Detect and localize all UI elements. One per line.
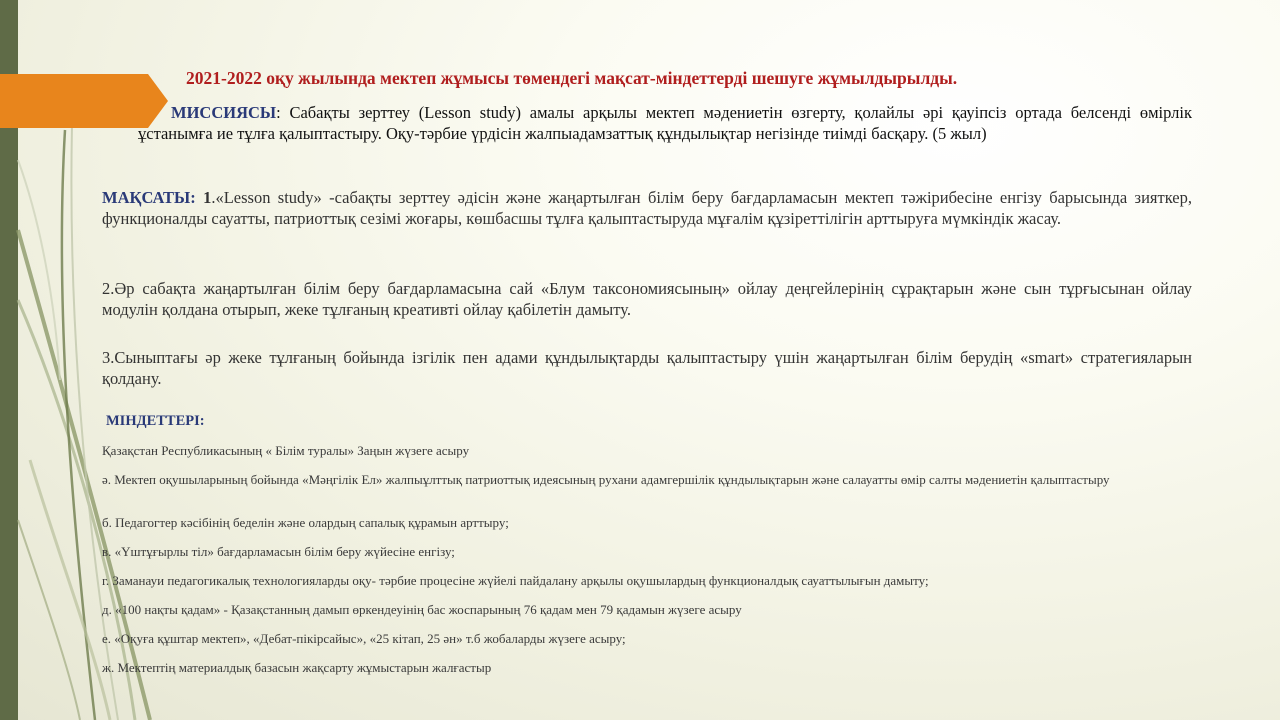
task-item: б. Педагогтер кәсібінің беделін және олардың сапалық құрамын арттыру;	[102, 515, 509, 530]
task-item: в. «Үштұғырлы тіл» бағдарламасын білім беру жүйесіне енгізу;	[102, 544, 455, 559]
goal-item-3: 3.Сыныптағы әр жеке тұлғаның бойында ізгілік пен адами құндылықтарды қалыптастыру үшін жаңартылған білім берудің «smart» стратегияларын қолдану.	[102, 348, 1192, 388]
mission-paragraph	[138, 103, 1192, 144]
goal-item-2: 2.Әр сабақта жаңартылған білім беру бағдарламасына сай «Блум таксономиясының» ойлау деңгейлерінің сұрақтарын және сын тұрғысынан ойлау модулін қолдана отырып, жеке тұлғаның креативті ойлау қабілетін дамыту.	[102, 279, 1192, 319]
task-item: г. Заманауи педагогикалық технологияларды оқу- тәрбие процесіне жүйелі пайдалану арқылы оқушылардың функционалдық сауаттылығын дамыту;	[102, 573, 929, 588]
mission-text: : Сабақты зерттеу (Lesson study) амалы арқылы мектеп мәдениетін өзгерту, қолайлы әрі қауіпсіз ортада белсенді өмірлік ұстанымға ие тұлға қалыптастыру. Оқу-тәрбие үрдісін жалпыадамзаттық құндылықтар негізінде тиімді басқару. (5 жыл)	[138, 103, 1192, 143]
mission-label: МИССИЯСЫ	[171, 103, 277, 122]
task-item: д. «100 нақты қадам» - Қазақстанның дамып өркендеуінің бас жоспарының 76 қадам мен 79 қадамын жүзеге асыру	[102, 602, 742, 617]
task-item: ж. Мектептің материалдық базасын жақсарту жұмыстарын жалғастыр	[102, 660, 492, 675]
goal-1-text: .«Lesson study» -сабақты зерттеу әдісін және жаңартылған білім беру бағдарламасын мектеп тәжірибесіне енгізу барысында зияткер, функционалды сауатты, патриоттық сезімі жоғары, көшбасшы тұлға қалыптастыруда мұғалім құзіреттілігін арттыруға мүмкіндік жасау.	[102, 188, 1193, 228]
task-item: е. «Оқуға құштар мектеп», «Дебат-пікірсайыс», «25 кітап, 25 ән» т.б жобаларды жүзеге асыру;	[102, 631, 626, 646]
task-item: Қазақстан Республикасының « Білім туралы» Заңын жүзеге асыру	[102, 443, 470, 458]
goals-label: МАҚСАТЫ:	[102, 188, 196, 207]
goal-1-number: 1	[195, 188, 212, 207]
goal-item-1	[102, 188, 1192, 229]
slide-title: 2021-2022 оқу жылында мектеп жұмысы төмендегі мақсат-міндеттерді шешуге жұмылдырылды.	[186, 68, 958, 88]
task-item: ә. Мектеп оқушыларының бойында «Мәңгілік Ел» жалпыұлттық патриоттық идеясының рухани адамгершілік құндылықтарын және салауатты өмір салты мәдениетін қалыптастыру	[102, 472, 1110, 487]
tasks-heading: МІНДЕТТЕРІ:	[106, 413, 205, 429]
